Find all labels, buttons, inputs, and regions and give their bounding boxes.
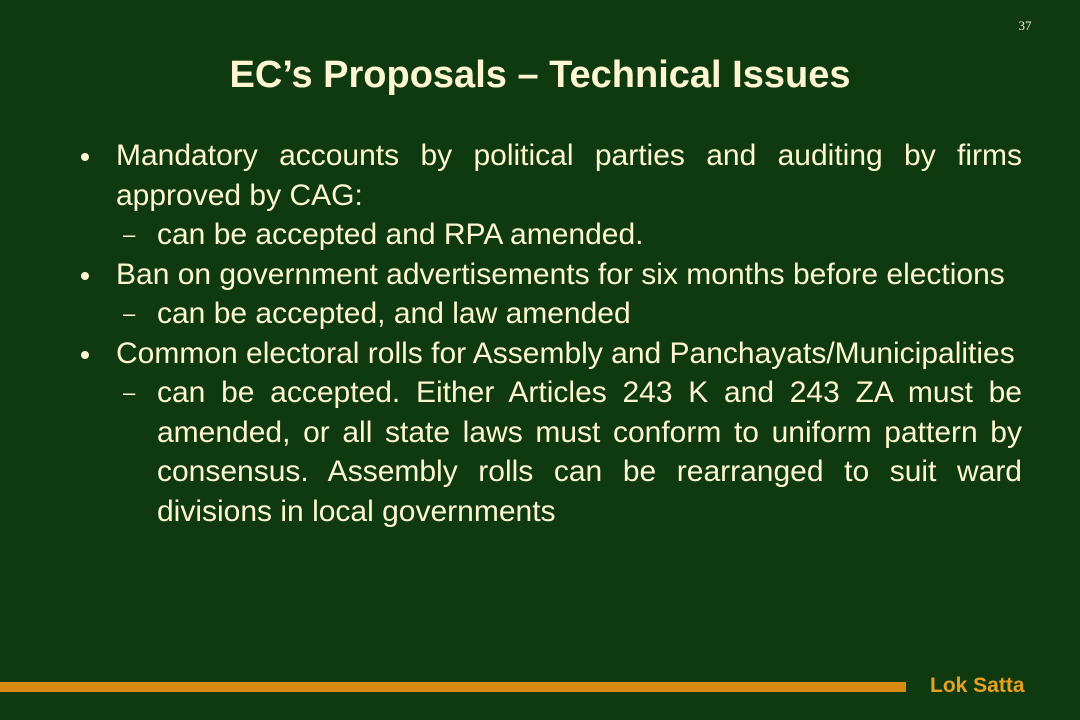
slide-title: EC’s Proposals – Technical Issues: [229, 54, 851, 96]
bullet-dot-icon: [81, 153, 89, 161]
bullet-text: Mandatory accounts by political parties and auditing by firms approved by CAG:: [116, 139, 1022, 212]
bullet-dot-icon: [81, 272, 89, 280]
sub-bullet-item: [0, 294, 1022, 334]
bullet-item: [0, 255, 1022, 295]
sub-bullet-text: can be accepted and RPA amended.: [157, 218, 644, 251]
bullet-item: [0, 334, 1022, 374]
bullet-item: [0, 136, 1022, 215]
bullet-text: Ban on government advertisements for six months before elections: [116, 257, 1005, 291]
sub-bullet-text: can be accepted. Either Articles 243 K and 243 ZA must be amended, or all state laws must conform to uniform pattern by consensus. Assembly rolls can be rearranged to suit ward divisions in local governments: [157, 376, 1022, 528]
dash-icon: –: [123, 222, 136, 247]
footer-bar: [0, 682, 906, 692]
dash-icon: –: [123, 301, 136, 326]
bullet-dot-icon: [81, 351, 89, 359]
footer-brand: Lok Satta: [930, 674, 1025, 697]
bullet-text: Common electoral rolls for Assembly and Panchayats/Municipalities: [116, 336, 1015, 370]
page-number: 37: [1018, 18, 1032, 33]
sub-bullet-item: [0, 215, 1022, 255]
sub-bullet-item: [0, 373, 1022, 531]
dash-icon: –: [123, 380, 136, 405]
sub-bullet-text: can be accepted, and law amended: [157, 297, 631, 330]
slide-content: [0, 136, 1080, 531]
